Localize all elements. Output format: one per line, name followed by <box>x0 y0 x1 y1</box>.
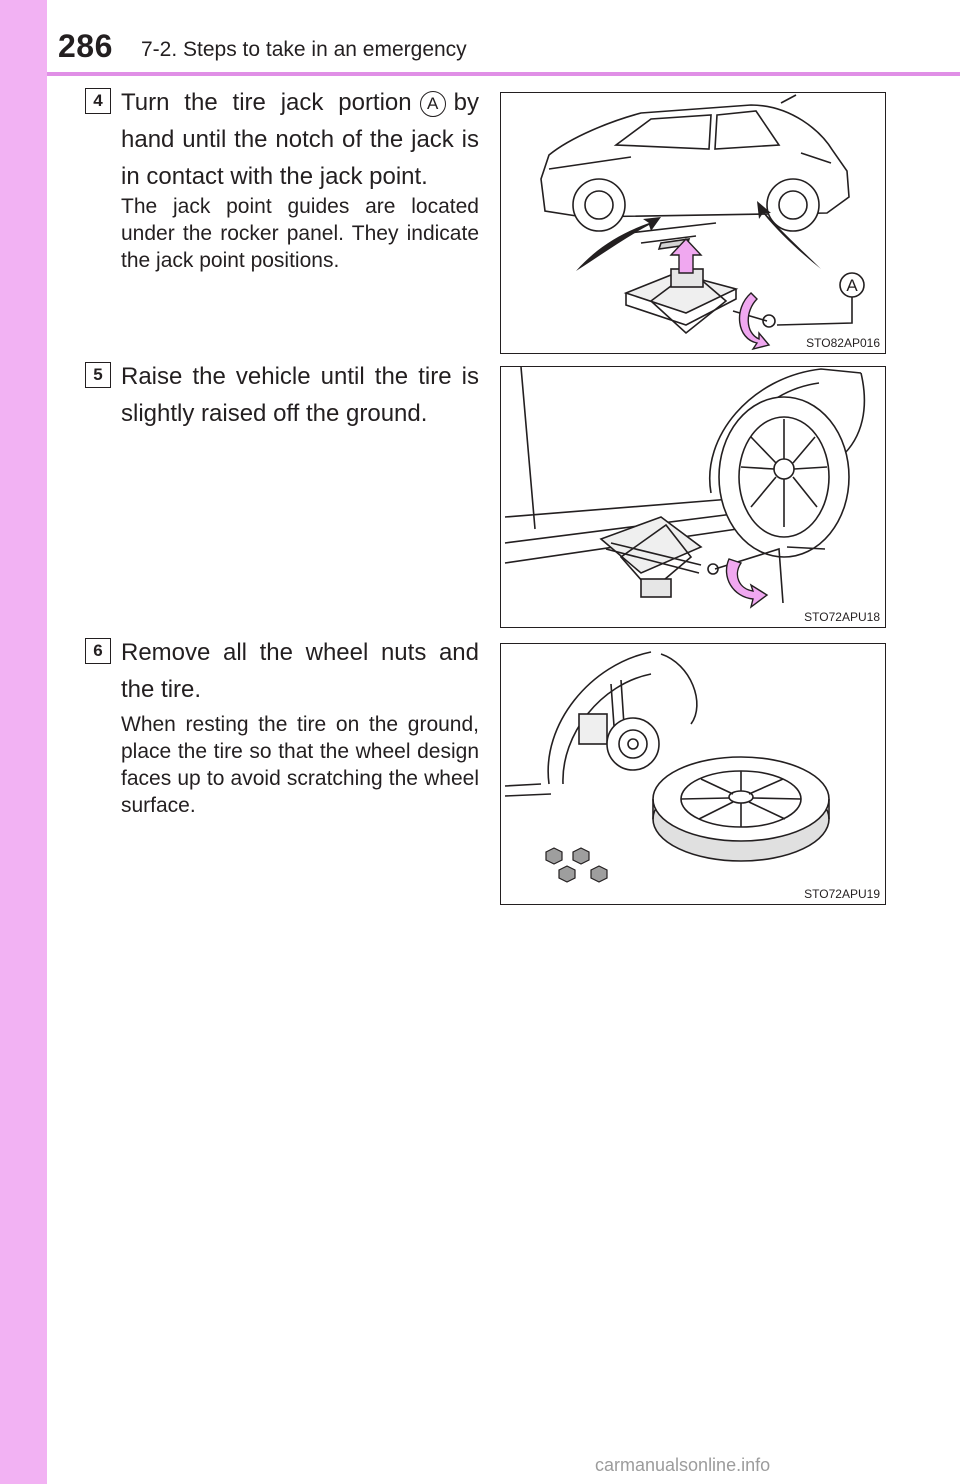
figure-code: STO82AP016 <box>806 336 880 350</box>
step-5-instruction: Raise the vehicle until the tire is slightly raised off the ground. <box>121 363 479 427</box>
page-number: 286 <box>58 28 113 64</box>
header-rule <box>47 72 960 76</box>
figure-code: STO72APU19 <box>804 887 880 901</box>
label-a-marker: A <box>420 91 446 117</box>
step-6-note: When resting the tire on the ground, place the tire so that the wheel design faces up to avoid scratching the wheel surface. <box>121 713 479 817</box>
figure-raise-vehicle <box>500 366 886 628</box>
step-6-badge: 6 <box>85 638 111 664</box>
step-4-badge: 4 <box>85 88 111 114</box>
raise-vehicle-illustration <box>501 367 886 628</box>
section-title: 7-2. Steps to take in an emergency <box>141 38 467 61</box>
step-4-instruction <box>121 84 479 195</box>
step-4-text-before: Turn the tire jack portion <box>121 89 412 116</box>
remove-tire-illustration <box>501 644 886 905</box>
step-4-note: The jack point guides are located under the rocker panel. They indicate the jack point positions. <box>121 195 479 272</box>
step-4-text-after: by hand until the notch of the jack is in contact with the jack point. <box>121 89 479 190</box>
side-color-strip <box>0 0 47 1484</box>
step-5-badge: 5 <box>85 362 111 388</box>
figure-jack-point <box>500 92 886 354</box>
jack-point-illustration <box>501 93 886 354</box>
step-6-instruction: Remove all the wheel nuts and the tire. <box>121 639 479 703</box>
watermark: carmanualsonline.info <box>595 1455 771 1475</box>
figure-remove-tire <box>500 643 886 905</box>
figure-label-a: A <box>846 276 858 295</box>
figure-code: STO72APU18 <box>804 610 880 624</box>
